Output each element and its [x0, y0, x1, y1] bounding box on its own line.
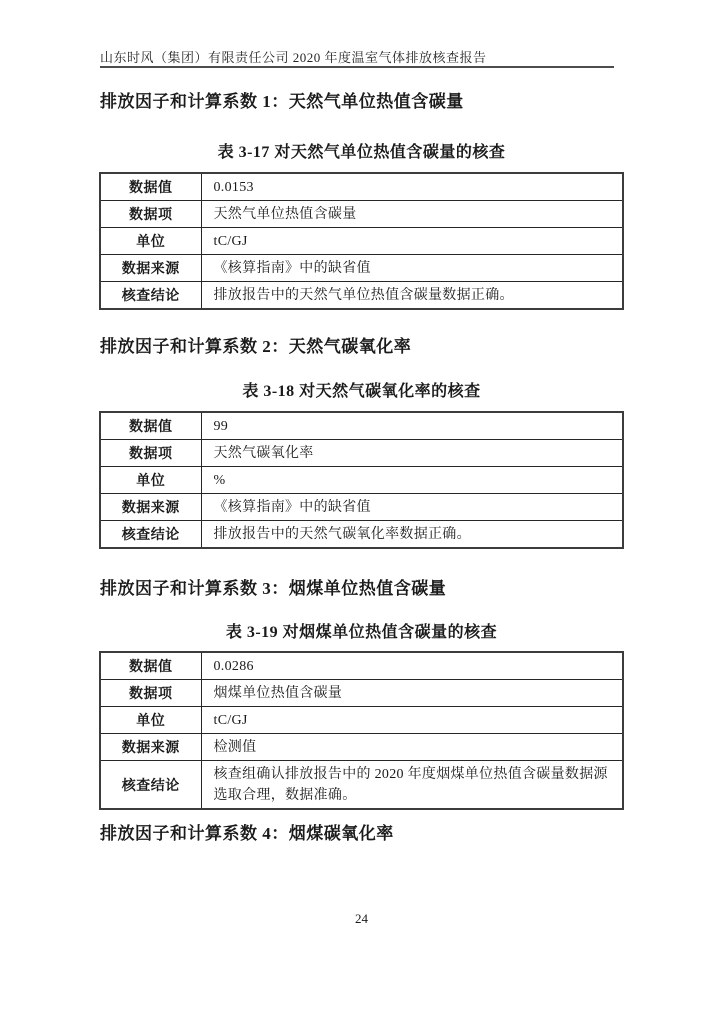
row-value: % [201, 467, 623, 494]
row-label: 数据值 [100, 652, 201, 680]
section-heading-1: 排放因子和计算系数 1：天然气单位热值含碳量 [100, 92, 464, 111]
table-row [100, 521, 623, 549]
row-value: 《核算指南》中的缺省值 [201, 255, 623, 282]
table-row [100, 707, 623, 734]
section-heading-4: 排放因子和计算系数 4：烟煤碳氧化率 [100, 824, 394, 843]
table-row [100, 412, 623, 440]
row-value: 99 [201, 412, 623, 440]
page-header: 山东时风（集团）有限责任公司 2020 年度温室气体排放核查报告 [100, 50, 487, 65]
section-heading-2: 排放因子和计算系数 2：天然气碳氧化率 [100, 337, 412, 356]
table-row [100, 734, 623, 761]
row-value: 核查组确认排放报告中的 2020 年度烟煤单位热值含碳量数据源选取合理，数据准确。 [201, 761, 623, 810]
section-heading-3: 排放因子和计算系数 3：烟煤单位热值含碳量 [100, 579, 447, 598]
row-value: 《核算指南》中的缺省值 [201, 494, 623, 521]
row-value: 排放报告中的天然气碳氧化率数据正确。 [201, 521, 623, 549]
row-label: 单位 [100, 228, 201, 255]
row-label: 数据项 [100, 440, 201, 467]
table-3-17 [99, 172, 624, 310]
row-value: 0.0286 [201, 652, 623, 680]
table-row [100, 201, 623, 228]
row-label: 数据项 [100, 201, 201, 228]
row-label: 数据来源 [100, 255, 201, 282]
row-label: 数据来源 [100, 494, 201, 521]
row-value: tC/GJ [201, 228, 623, 255]
row-label: 数据来源 [100, 734, 201, 761]
row-label: 核查结论 [100, 521, 201, 549]
table-row [100, 652, 623, 680]
table-row [100, 228, 623, 255]
table-row [100, 255, 623, 282]
table-title-3-17: 表 3-17 对天然气单位热值含碳量的核查 [217, 144, 506, 161]
row-value: 排放报告中的天然气单位热值含碳量数据正确。 [201, 282, 623, 310]
header-rule [100, 66, 614, 68]
row-label: 数据值 [100, 173, 201, 201]
row-value: 烟煤单位热值含碳量 [201, 680, 623, 707]
table-row [100, 494, 623, 521]
row-label: 单位 [100, 467, 201, 494]
row-label: 单位 [100, 707, 201, 734]
row-value: 0.0153 [201, 173, 623, 201]
row-label: 核查结论 [100, 282, 201, 310]
table-row [100, 440, 623, 467]
page-number: 24 [355, 911, 368, 926]
table-3-19 [99, 651, 624, 810]
table-title-3-19: 表 3-19 对烟煤单位热值含碳量的核查 [225, 624, 498, 641]
row-value: 天然气单位热值含碳量 [201, 201, 623, 228]
row-value: 检测值 [201, 734, 623, 761]
row-value: 天然气碳氧化率 [201, 440, 623, 467]
table-3-18 [99, 411, 624, 549]
row-value: tC/GJ [201, 707, 623, 734]
table-row [100, 761, 623, 810]
table-row [100, 173, 623, 201]
table-title-3-18: 表 3-18 对天然气碳氧化率的核查 [242, 383, 481, 400]
row-label: 数据值 [100, 412, 201, 440]
table-row [100, 680, 623, 707]
row-label: 核查结论 [100, 761, 201, 810]
table-row [100, 467, 623, 494]
row-label: 数据项 [100, 680, 201, 707]
table-row [100, 282, 623, 310]
